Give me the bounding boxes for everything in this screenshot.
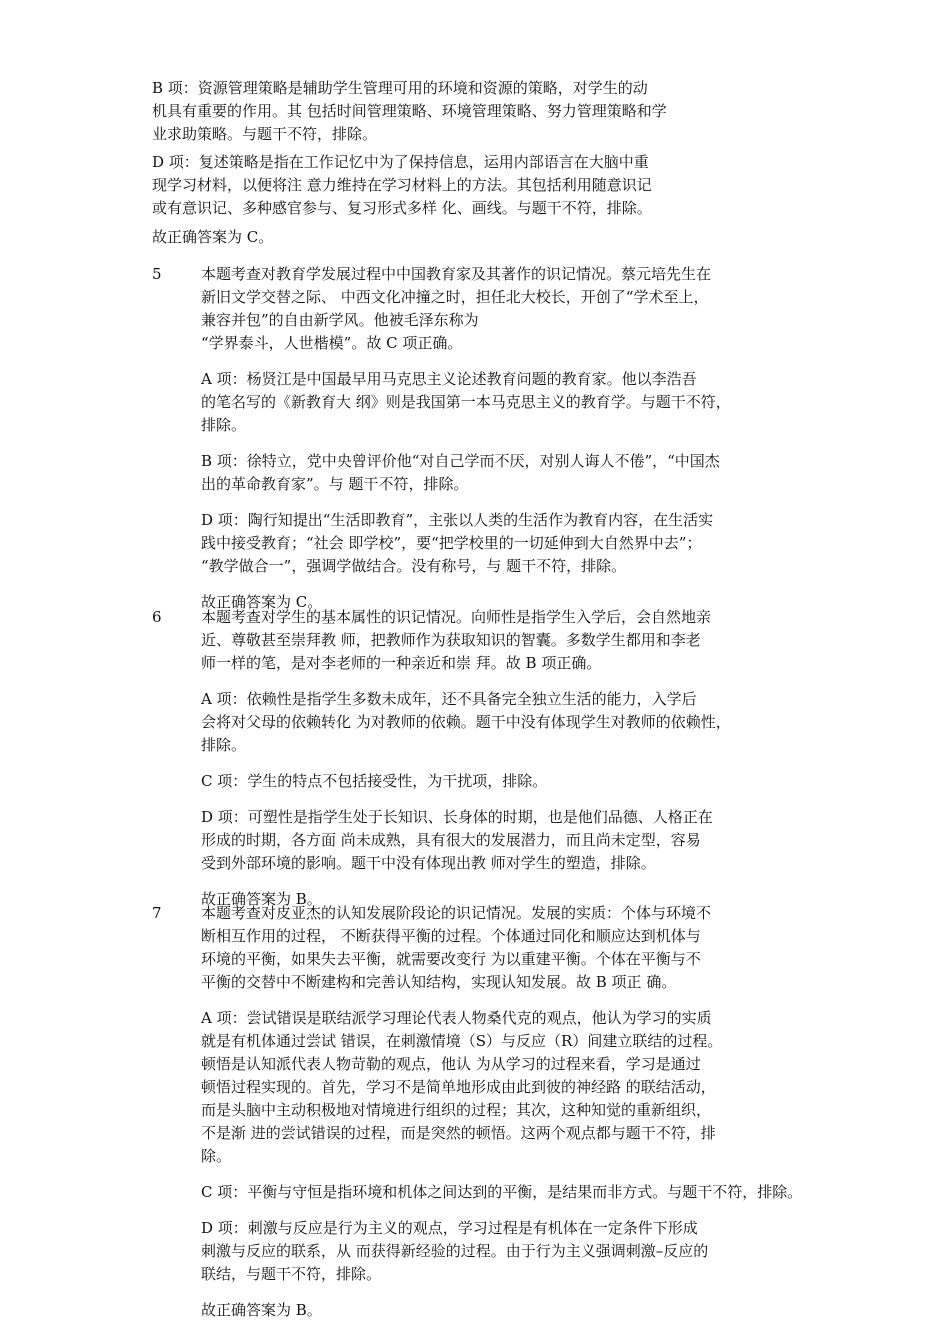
option-b-resource-management [152,77,752,146]
text-line: A 项：依赖性是指学生多数未成年，还不具备完全独立生活的能力，入学后 [201,690,697,708]
text-line: 平衡的交替中不断建构和完善认知结构，实现认知发展。故 B 项正 确。 [201,973,677,991]
answer-text: 故正确答案为 B。 [201,890,322,908]
text-line: 会将对父母的依赖转化 为对教师的依赖。题干中没有体现学生对教师的依赖性， [201,713,731,731]
option-d [201,1217,841,1286]
text-line: 刺激与反应的联系，从 而获得新经验的过程。由于行为主义强调刺激–反应的 [201,1242,709,1260]
text-line: 近、尊敬甚至崇拜教 师，把教师作为获取知识的智囊。多数学生都用和李老 [201,631,701,649]
text-line: 新旧文学交替之际、 中西文化冲撞之时，担任北大校长，开创了“学术至上， [201,288,709,306]
text-line: “教学做合一”，强调学做结合。没有称号，与 题干不符，排除。 [201,557,627,575]
text-line: 践中接受教育；“社会 即学校”，要“把学校里的一切延伸到大自然界中去”； [201,534,702,552]
text-line: “学界泰斗，人世楷模”。故 C 项正确。 [201,334,463,352]
text-line: 不是渐 进的尝试错误的过程，而是突然的顿悟。这两个观点都与题干不符，排 [201,1124,716,1142]
answer-text: 故正确答案为 C。 [152,228,274,246]
text-line: 本题考查对教育学发展过程中中国教育家及其著作的识记情况。蔡元培先生在 [201,265,712,283]
option-c [201,770,841,793]
question-stem [201,263,841,355]
question-5-block [201,263,841,627]
text-line: 本题考查对皮亚杰的认知发展阶段论的识记情况。发展的实质：个体与环境不 [201,904,712,922]
text-line: 就是有机体通过尝试 错误，在刺激情境（S）与反应（R）间建立联结的过程。 [201,1032,723,1050]
question-number: 6 [152,608,162,626]
question-stem [201,606,841,675]
question-6-block [201,606,841,924]
text-line: D 项：复述策略是指在工作记忆中为了保持信息，运用内部语言在大脑中重 [152,153,649,171]
answer-text: 故正确答案为 C。 [201,593,323,611]
text-line: D 项：刺激与反应是行为主义的观点，学习过程是有机体在一定条件下形成 [201,1219,698,1237]
answer-line [201,1299,841,1322]
question-7-block [201,902,841,1335]
text-line: 业求助策略。与题干不符，排除。 [152,125,378,143]
question-number: 5 [152,265,162,283]
option-b [201,450,841,496]
text-line: 除。 [201,1147,232,1165]
text-line: C 项：学生的特点不包括接受性，为干扰项，排除。 [201,772,548,790]
text-line: 受到外部环境的影响。题干中没有体现出教 师对学生的塑造，排除。 [201,854,656,872]
text-line: 或有意识记、多种感官参与、复习形式多样 化、画线。与题干不符，排除。 [152,199,652,217]
answer-text: 故正确答案为 B。 [201,1301,322,1319]
text-line: A 项：尝试错误是联结派学习理论代表人物桑代克的观点，他认为学习的实质 [201,1009,712,1027]
option-a [201,688,841,757]
question-number: 7 [152,904,162,922]
text-line: 形成的时期，各方面 尚未成熟，具有很大的发展潜力，而且尚未定型，容易 [201,831,701,849]
text-line: 顿悟过程实现的。首先，学习不是简单地形成由此到彼的神经路 的联结活动， [201,1078,716,1096]
question-stem [201,902,841,994]
text-line: B 项：资源管理策略是辅助学生管理可用的环境和资源的策略，对学生的动 [152,79,648,97]
text-line: D 项：可塑性是指学生处于长知识、长身体的时期，也是他们品德、人格正在 [201,808,713,826]
text-line: 而是头脑中主动积极地对情境进行组织的过程；其次，这种知觉的重新组织， [201,1101,712,1119]
option-a [201,1007,841,1168]
text-line: 环境的平衡，如果失去平衡，就需要改变行 为以重建平衡。个体在平衡与不 [201,950,701,968]
text-line: 排除。 [201,736,247,754]
text-line: D 项：陶行知提出“生活即教育”，主张以人类的生活作为教育内容，在生活实 [201,511,714,529]
text-line: 顿悟是认知派代表人物苛勒的观点，他认 为从学习的过程来看，学习是通过 [201,1055,701,1073]
text-line: 联结，与题干不符，排除。 [201,1265,382,1283]
text-line: C 项：平衡与守恒是指环境和机体之间达到的平衡，是结果而非方式。与题干不符，排除。 [201,1183,803,1201]
option-a [201,368,841,437]
text-line: 机具有重要的作用。其 包括时间管理策略、环境管理策略、努力管理策略和学 [152,102,667,120]
text-line: 出的革命教育家”。与 题干不符，排除。 [201,475,469,493]
text-line: 排除。 [201,416,247,434]
option-d-rehearsal [152,151,752,220]
text-line: 断相互作用的过程， 不断获得平衡的过程。个体通过同化和顺应达到机体与 [201,927,701,945]
option-c [201,1181,841,1204]
option-d [201,806,841,875]
text-line: 本题考查对学生的基本属性的识记情况。向师性是指学生入学后，会自然地亲 [201,608,712,626]
option-d [201,509,841,578]
text-line: 兼容并包”的自由新学风。他被毛泽东称为 [201,311,479,329]
text-line: 现学习材料，以便将注 意力维持在学习材料上的方法。其包括利用随意识记 [152,176,652,194]
text-line: A 项：杨贤江是中国最早用马克思主义论述教育问题的教育家。他以李浩吾 [201,370,697,388]
text-line: 师一样的笔，是对李老师的一种亲近和崇 拜。故 B 项正确。 [201,654,602,672]
text-line: 的笔名写的《新教育大 纲》则是我国第一本马克思主义的教育学。与题干不符， [201,393,731,411]
answer-line [152,226,752,249]
text-line: B 项：徐特立，党中央曾评价他“对自己学而不厌，对别人诲人不倦”，“中国杰 [201,452,720,470]
